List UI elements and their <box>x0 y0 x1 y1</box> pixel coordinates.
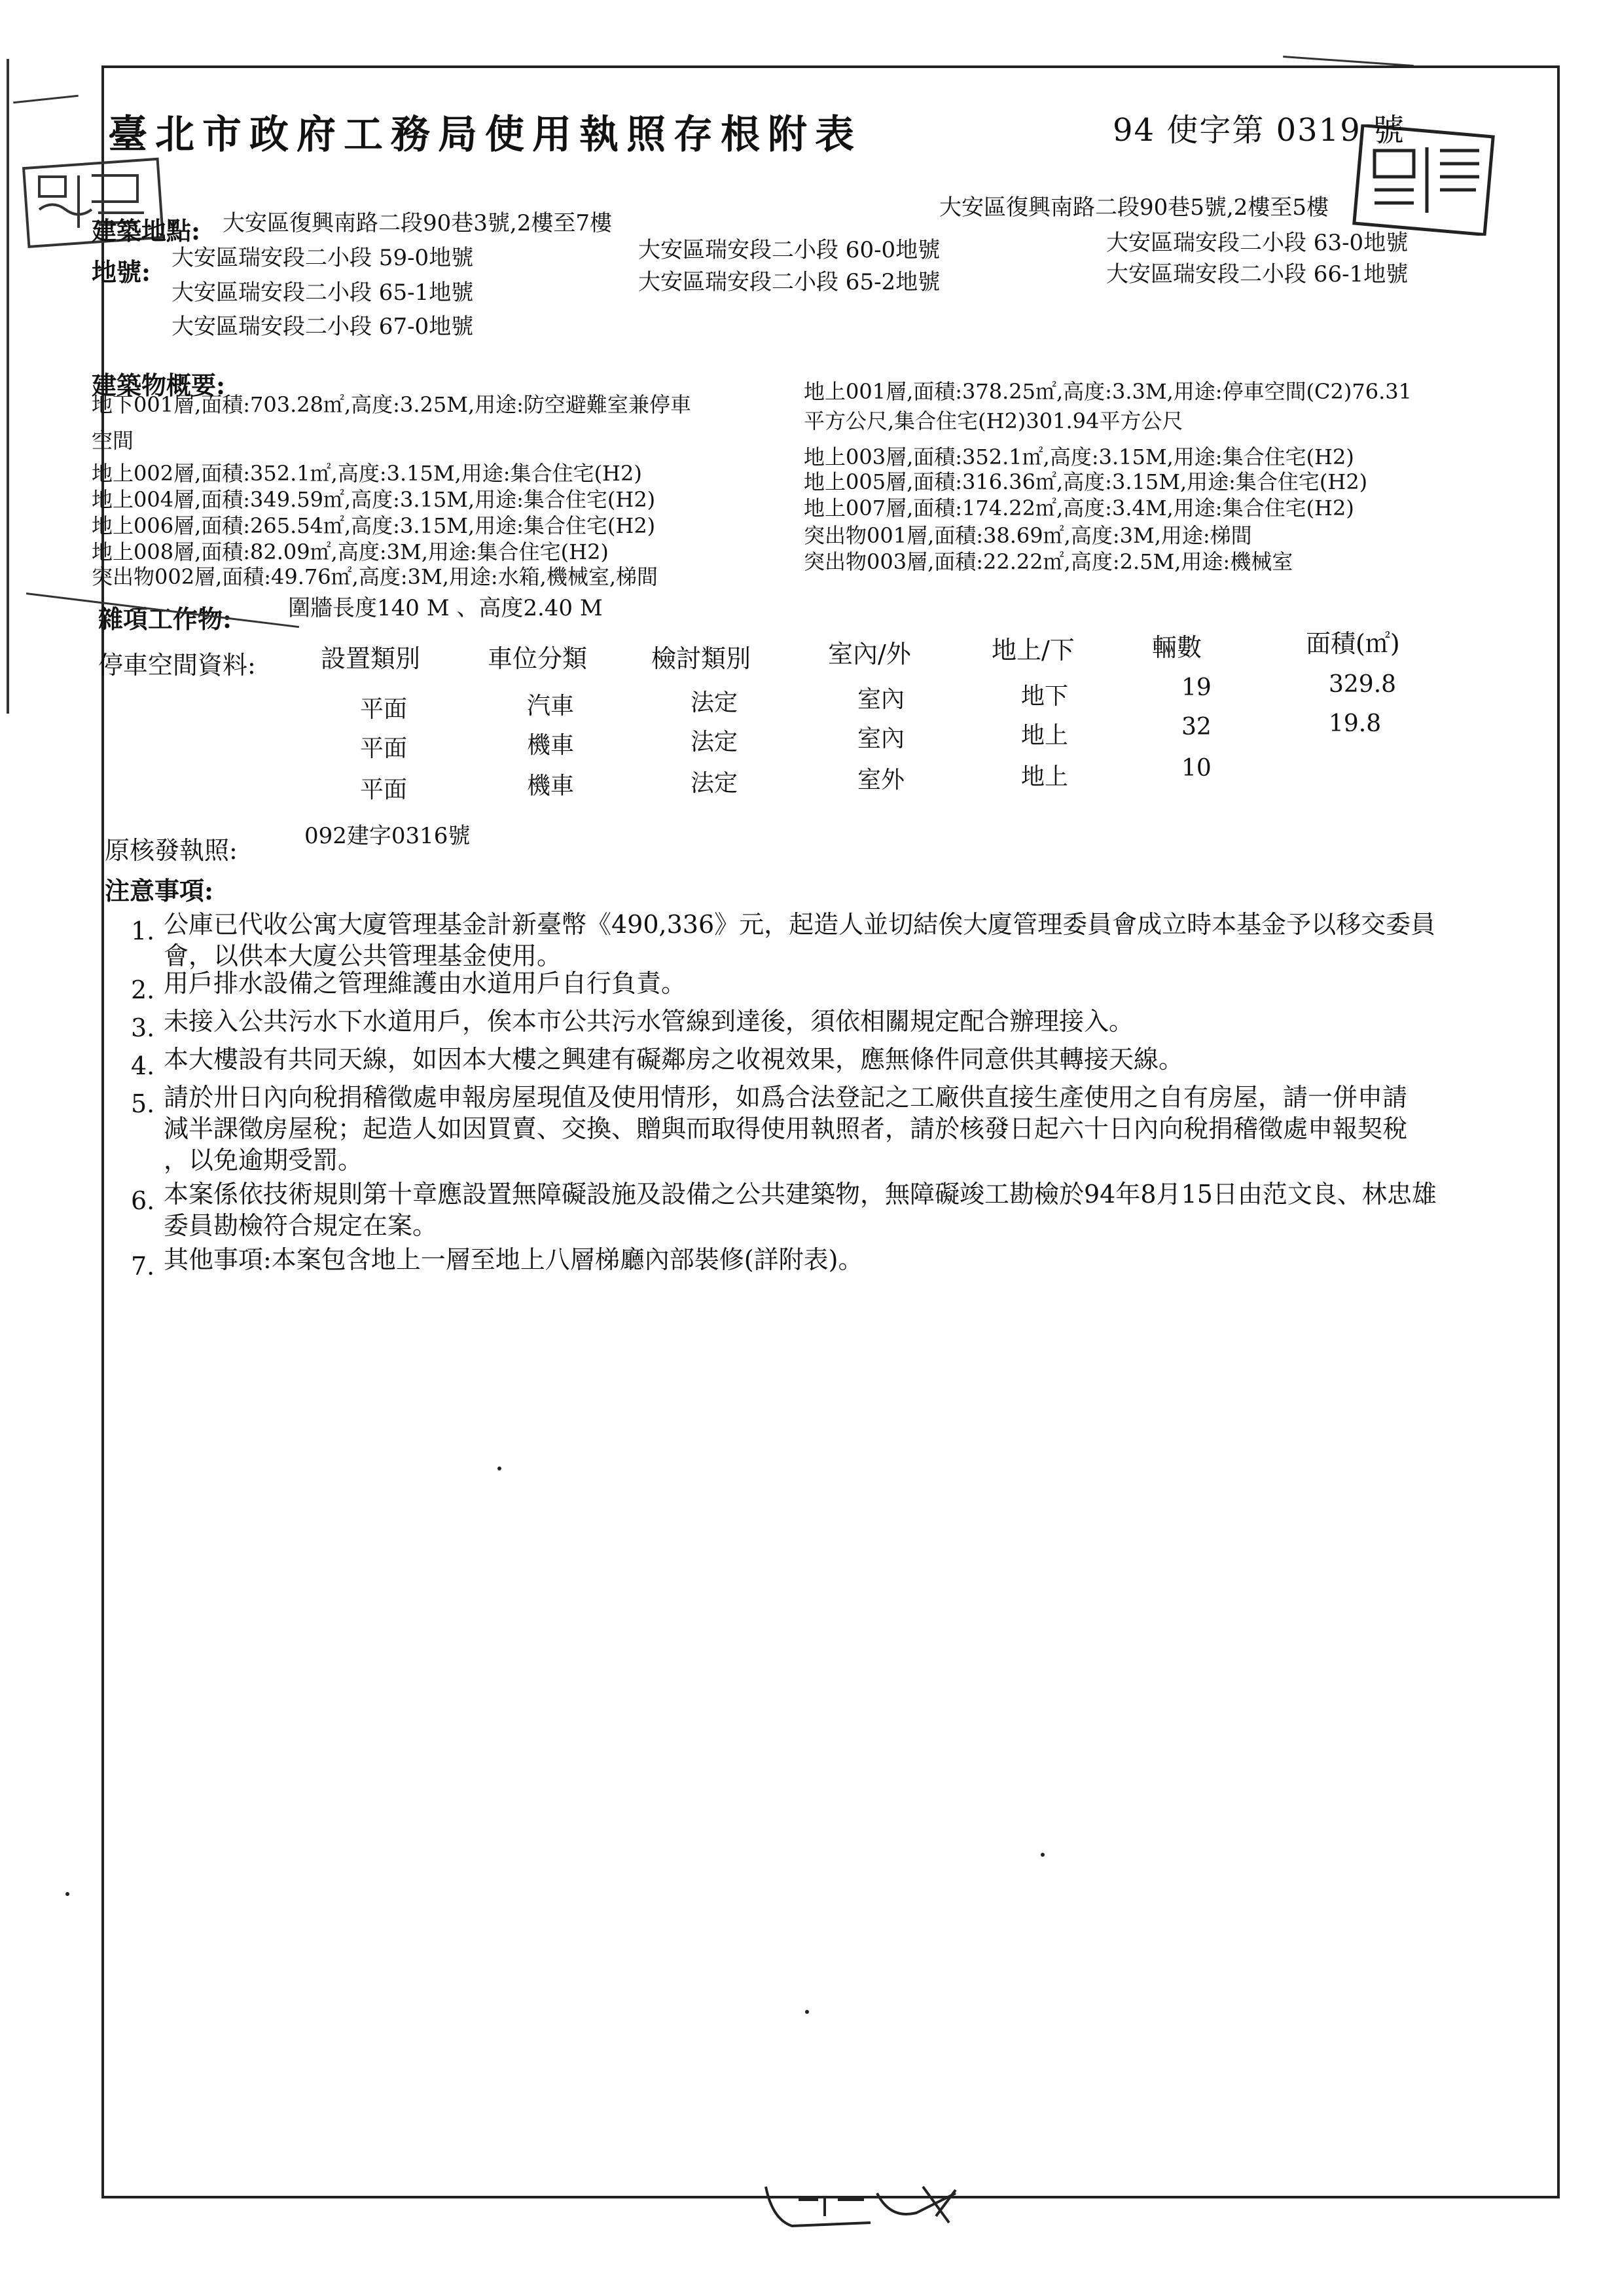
building-right-line: 地上007層,面積:174.22㎡,高度:3.4M,用途:集合住宅(H2) <box>804 496 1354 520</box>
land-lot: 大安區瑞安段二小段 65-1地號 <box>171 280 474 306</box>
parking-cell: 329.8 <box>1329 671 1397 698</box>
note-number: 7. <box>131 1252 155 1281</box>
building-left-line: 地上008層,面積:82.09㎡,高度:3M,用途:集合住宅(H2) <box>92 539 609 564</box>
parking-header: 車位分類 <box>488 644 588 673</box>
parking-header: 地上/下 <box>992 636 1075 665</box>
parking-cell: 平面 <box>360 735 408 762</box>
note-number: 1. <box>131 917 155 945</box>
note-number: 3. <box>131 1013 155 1042</box>
parking-cell: 平面 <box>360 776 408 803</box>
note-line: 本案係依技術規則第十章應設置無障礙設施及設備之公共建築物，無障礙竣工勘檢於94年8月15日由范文良、林忠雄 <box>164 1180 1437 1209</box>
land-lot: 大安區瑞安段二小段 65-2地號 <box>638 269 941 295</box>
parking-cell: 室內 <box>857 686 905 713</box>
building-left-line: 地上006層,面積:265.54㎡,高度:3.15M,用途:集合住宅(H2) <box>92 513 656 538</box>
building-right-line: 地上001層,面積:378.25㎡,高度:3.3M,用途:停車空間(C2)76.31 <box>804 379 1412 404</box>
notes-label: 注意事項: <box>105 876 214 905</box>
scan-speck <box>65 1892 69 1896</box>
note-line: 其他事項:本案包含地上一層至地上八層梯廳內部裝修(詳附表)。 <box>164 1245 863 1274</box>
building-right-line: 突出物001層,面積:38.69㎡,高度:3M,用途:梯間 <box>804 523 1252 548</box>
parking-cell: 地下 <box>1021 683 1069 710</box>
note-number: 5. <box>131 1089 155 1118</box>
permit-number: 94 使字第 0319 號 <box>1113 112 1406 149</box>
note-line: 本大樓設有共同天線，如因本大樓之興建有礙鄰房之收視效果，應無條件同意供其轉接天線。 <box>164 1045 1184 1074</box>
building-left-line: 地上002層,面積:352.1㎡,高度:3.15M,用途:集合住宅(H2) <box>92 461 642 486</box>
building-right-line: 突出物003層,面積:22.22㎡,高度:2.5M,用途:機械室 <box>804 549 1293 574</box>
note-line: 公庫已代收公寓大廈管理基金計新臺幣《490,336》元，起造人並切結俟大廈管理委員會成立時本基金予以移交委員 <box>164 910 1436 939</box>
building-right-line: 地上003層,面積:352.1㎡,高度:3.15M,用途:集合住宅(H2) <box>804 445 1354 469</box>
misc-value: 圍牆長度140 M 、高度2.40 M <box>288 595 603 621</box>
building-left-line: 空間 <box>92 428 134 453</box>
scan-mark-top <box>13 95 79 103</box>
scan-speck <box>805 2010 809 2014</box>
scan-speck <box>497 1467 501 1470</box>
note-number: 6. <box>131 1186 155 1215</box>
parking-header: 設置類別 <box>321 644 421 673</box>
building-left-line: 地上004層,面積:349.59㎡,高度:3.15M,用途:集合住宅(H2) <box>92 487 656 512</box>
parking-cell: 19 <box>1181 674 1212 701</box>
parking-header: 輛數 <box>1152 633 1202 662</box>
parking-header: 面積(㎡) <box>1306 629 1400 658</box>
parking-cell: 室外 <box>857 767 905 793</box>
land-lot: 大安區瑞安段二小段 66-1地號 <box>1106 261 1409 287</box>
parking-cell: 法定 <box>691 729 738 756</box>
land-lot: 大安區瑞安段二小段 60-0地號 <box>638 237 941 263</box>
site-address-1: 大安區復興南路二段90巷3號,2樓至7樓 <box>223 210 612 236</box>
document-title: 臺北市政府工務局使用執照存根附表 <box>108 112 862 158</box>
note-line: 會，以供本大廈公共管理基金使用。 <box>164 941 562 970</box>
parking-cell: 地上 <box>1021 722 1069 749</box>
building-left-line: 地下001層,面積:703.28㎡,高度:3.25M,用途:防空避難室兼停車 <box>92 392 691 417</box>
scan-speck <box>1041 1853 1045 1857</box>
note-number: 2. <box>131 975 155 1004</box>
parking-cell: 法定 <box>691 689 738 716</box>
note-line: 減半課徵房屋稅；起造人如因買賣、交換、贈與而取得使用執照者，請於核發日起六十日內向稅捐稽徵處申報契稅 <box>164 1114 1408 1143</box>
parking-cell: 32 <box>1181 714 1212 740</box>
parking-header: 檢討類別 <box>651 644 751 673</box>
note-line: 請於卅日內向稅捐稽徵處申報房屋現值及使用情形，如爲合法登記之工廠供直接生產使用之自有房屋，請一併申請 <box>164 1083 1408 1112</box>
parking-cell: 19.8 <box>1329 710 1382 737</box>
parking-header: 室內/外 <box>828 640 911 668</box>
parking-cell: 地上 <box>1021 763 1069 790</box>
parking-cell: 機車 <box>527 773 575 799</box>
original-permit-value: 092建字0316號 <box>304 823 471 849</box>
note-line: 未接入公共污水下水道用戶，俟本市公共污水管線到達後，須依相關規定配合辦理接入。 <box>164 1007 1134 1036</box>
land-lot: 大安區瑞安段二小段 59-0地號 <box>171 245 474 271</box>
parking-cell: 機車 <box>527 732 575 759</box>
original-permit-label: 原核發執照: <box>105 836 238 865</box>
note-number: 4. <box>131 1051 155 1080</box>
note-line: 委員勘檢符合規定在案。 <box>164 1211 438 1240</box>
misc-label: 雜項工作物: <box>98 604 232 634</box>
parking-cell: 平面 <box>360 696 408 723</box>
parking-cell: 室內 <box>857 725 905 752</box>
land-label: 地號: <box>92 257 151 287</box>
seal-stamp-bottom <box>759 2174 995 2232</box>
parking-cell: 法定 <box>691 770 738 797</box>
building-label: 建築物概要: <box>92 371 226 400</box>
scan-mark-left <box>7 59 9 714</box>
parking-cell: 汽車 <box>527 693 575 720</box>
note-line: 用戶排水設備之管理維護由水道用戶自行負責。 <box>164 969 687 998</box>
site-label: 建築地點: <box>92 216 201 246</box>
note-line: ，以免逾期受罰。 <box>164 1146 363 1175</box>
land-lot: 大安區瑞安段二小段 67-0地號 <box>171 314 474 340</box>
building-right-line: 平方公尺,集合住宅(H2)301.94平方公尺 <box>804 409 1183 433</box>
parking-label: 停車空間資料: <box>98 651 256 680</box>
parking-cell: 10 <box>1181 755 1212 782</box>
building-left-line: 突出物002層,面積:49.76㎡,高度:3M,用途:水箱,機械室,梯間 <box>92 564 658 589</box>
building-right-line: 地上005層,面積:316.36㎡,高度:3.15M,用途:集合住宅(H2) <box>804 469 1368 494</box>
site-address-2: 大安區復興南路二段90巷5號,2樓至5樓 <box>939 194 1329 221</box>
land-lot: 大安區瑞安段二小段 63-0地號 <box>1106 230 1409 256</box>
